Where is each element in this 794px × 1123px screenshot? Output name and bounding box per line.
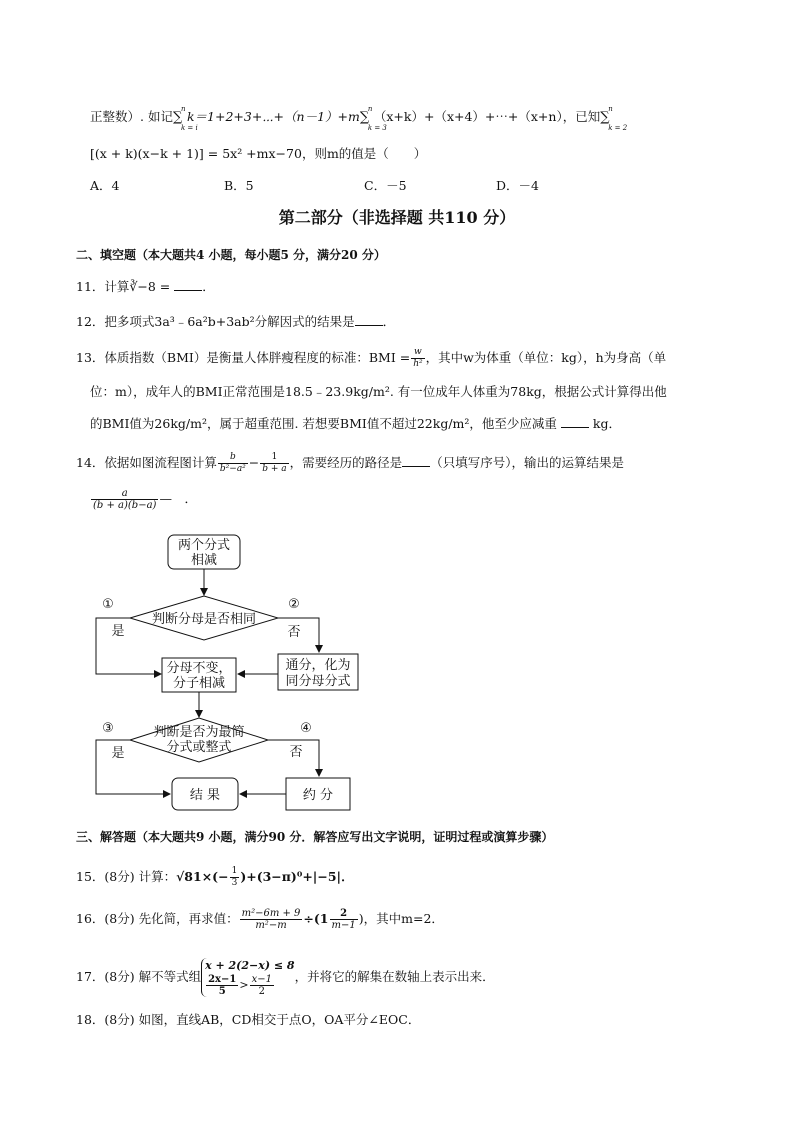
- q17-post: ，并将它的解集在数轴上表示出来．: [294, 969, 495, 984]
- flow-decision-1-text: 判断分母是否相同: [151, 612, 257, 627]
- flow-start-text-1: 两个分式: [177, 538, 231, 553]
- q16: [76, 908, 444, 931]
- flow-process-same-text-1: 分母不变，: [166, 661, 232, 676]
- q10-option-d: D．－4: [496, 178, 539, 193]
- q11: [76, 278, 215, 296]
- q17-inequality-system: x + 2(2−x) ≤ 8 $\frac{2x-1}{5}$ > $\frac{x-1}{2}$: [201, 958, 294, 997]
- q13-line3-a: 的BMI值为26kg/m²，属于超重范围. 若想要BMI值不超过22kg/m²，他至少应减重: [90, 416, 557, 431]
- sigma-symbol: ∑ n k = i: [172, 105, 198, 132]
- q13-answer-blank: [561, 415, 589, 428]
- q10-line1: [90, 105, 628, 132]
- q13-line2: 位：m），成年人的BMI正常范围是18.5﹣23.9kg/m². 有一位成年人体重为78kg，根据公式计算得出他: [90, 384, 667, 399]
- q10-text-a: 正整数）. 如记: [90, 109, 173, 124]
- flow-process-same-text-2: 分子相减: [172, 676, 226, 691]
- q14-answer-line: [90, 488, 197, 511]
- q14-answer-fraction: $\frac{a}{(b + a)(b-a)}$: [93, 488, 157, 511]
- q12-answer-blank: [355, 313, 383, 326]
- q16-post: )，其中m=2．: [358, 911, 444, 926]
- sigma-symbol: ∑ n k = 2: [600, 105, 628, 132]
- flow-reduce-text: 约 分: [302, 788, 334, 803]
- q16-fraction-2: $\frac{2}{m-1}$: [331, 908, 356, 931]
- flow-start-text-2: 相减: [190, 553, 218, 568]
- q12-text: 12．把多项式3a³﹣6a²b+3ab²分解因式的结果是: [76, 314, 355, 329]
- q14-post: （只填写序号），输出的运算结果是: [430, 455, 624, 470]
- q15-expr-a: √81×(−: [176, 869, 229, 884]
- q11-prefix: 11．计算: [76, 279, 130, 294]
- flow-decision-2-text-1: 判断是否为最简: [153, 725, 245, 740]
- q14-answer-tail: — ．: [159, 491, 197, 506]
- q13-line1-a: 13．体质指数（BMI）是衡量人体胖瘦程度的标准：BMI =: [76, 350, 411, 365]
- section3-header: 三、解答题（本大题共9 小题，满分90 分．解答应写出文字说明，证明过程或演算步骤）: [76, 830, 554, 844]
- q13-line1: [76, 347, 666, 370]
- q13-line3: [90, 415, 621, 433]
- flow-label-1: ①: [102, 597, 114, 612]
- part2-title: 第二部分（非选择题 共110 分）: [278, 208, 516, 227]
- q14-fraction-1: $\frac{b}{\text{b²−a²}}$: [219, 452, 246, 474]
- q16-prefix: 16．(8分) 先化简，再求值：: [76, 911, 239, 926]
- q12: [76, 313, 395, 331]
- q10-text-b: k＝1+2+3+⋯+（n－1）+m: [186, 109, 360, 124]
- q16-mid: ÷(1: [303, 911, 329, 926]
- q15-expr-b: )+(3−π)⁰+|−5|．: [240, 869, 354, 884]
- q17: [76, 958, 495, 997]
- q10-option-a: A．4: [90, 178, 120, 193]
- flow-no-1: 否: [287, 625, 301, 640]
- q12-post: ．: [382, 314, 396, 329]
- q14-path-blank: [402, 454, 430, 467]
- section2-header: 二、填空题（本大题共4 小题，每小题5 分，满分20 分）: [76, 248, 386, 262]
- q15: [76, 866, 354, 889]
- flow-label-2: ②: [288, 597, 300, 612]
- flow-yes-1: 是: [111, 624, 125, 639]
- flow-no-2: 否: [289, 745, 303, 760]
- flow-process-common-text-1: 通分，化为: [285, 658, 351, 673]
- flow-result-text: 结 果: [189, 788, 221, 803]
- q14-mid: ，需要经历的路径是: [289, 455, 403, 470]
- q10-option-b: B．5: [224, 178, 254, 193]
- q15-prefix: 15．(8分) 计算：: [76, 869, 177, 884]
- q11-answer-blank: [174, 278, 202, 291]
- bmi-formula: $\frac{w}{\text{h²}}$: [413, 347, 423, 369]
- q10-line2-tail: ，则m的值是（ ）: [301, 146, 427, 161]
- q10-line2: [90, 145, 426, 163]
- flow-yes-2: 是: [111, 746, 125, 761]
- flow-decision-2-text-2: 分式或整式: [166, 740, 232, 755]
- q10-line2-expr: [(x + k)(x−k + 1)] = 5x² +mx−70: [90, 146, 302, 161]
- q10-text-c: （x+k）+（x+4）+⋯+（x+n），已知: [373, 109, 601, 124]
- flow-label-4: ④: [300, 721, 312, 736]
- flowchart-diagram: [90, 532, 370, 812]
- q17-prefix: 17．(8分) 解不等式组: [76, 969, 202, 984]
- q13-line3-b: kg．: [592, 416, 621, 431]
- flow-label-3: ③: [102, 721, 114, 736]
- q18: 18．(8分) 如图，直线AB，CD相交于点O，OA平分∠EOC．: [76, 1012, 421, 1027]
- q14-prefix: 14．依据如图流程图计算: [76, 455, 217, 470]
- q10-option-c: C．－5: [364, 178, 407, 193]
- q11-expr: ∛−8 =: [129, 279, 175, 294]
- q16-fraction-1: $\frac{\text{m²−6m + 9}}{\text{m²−m}}$: [241, 908, 301, 931]
- q15-fraction: $\frac{1}{3}$: [231, 866, 238, 888]
- q13-line1-b: ，其中w为体重（单位：kg），h为身高（单: [425, 350, 667, 365]
- q14-fraction-2: $\frac{1}{b + a}$: [262, 452, 287, 474]
- q11-post: ．: [202, 279, 215, 294]
- sigma-symbol: ∑ n k = 3: [359, 105, 387, 132]
- q14-line1: 14．依据如图流程图计算 $\frac{b}{\text{b²−a²}}$ − $\frac{1}{b + a}$ ，需要经历的路径是 （只填写序号），输出的运算结果是: [76, 452, 624, 474]
- flow-process-common-text-2: 同分母分式: [285, 674, 351, 689]
